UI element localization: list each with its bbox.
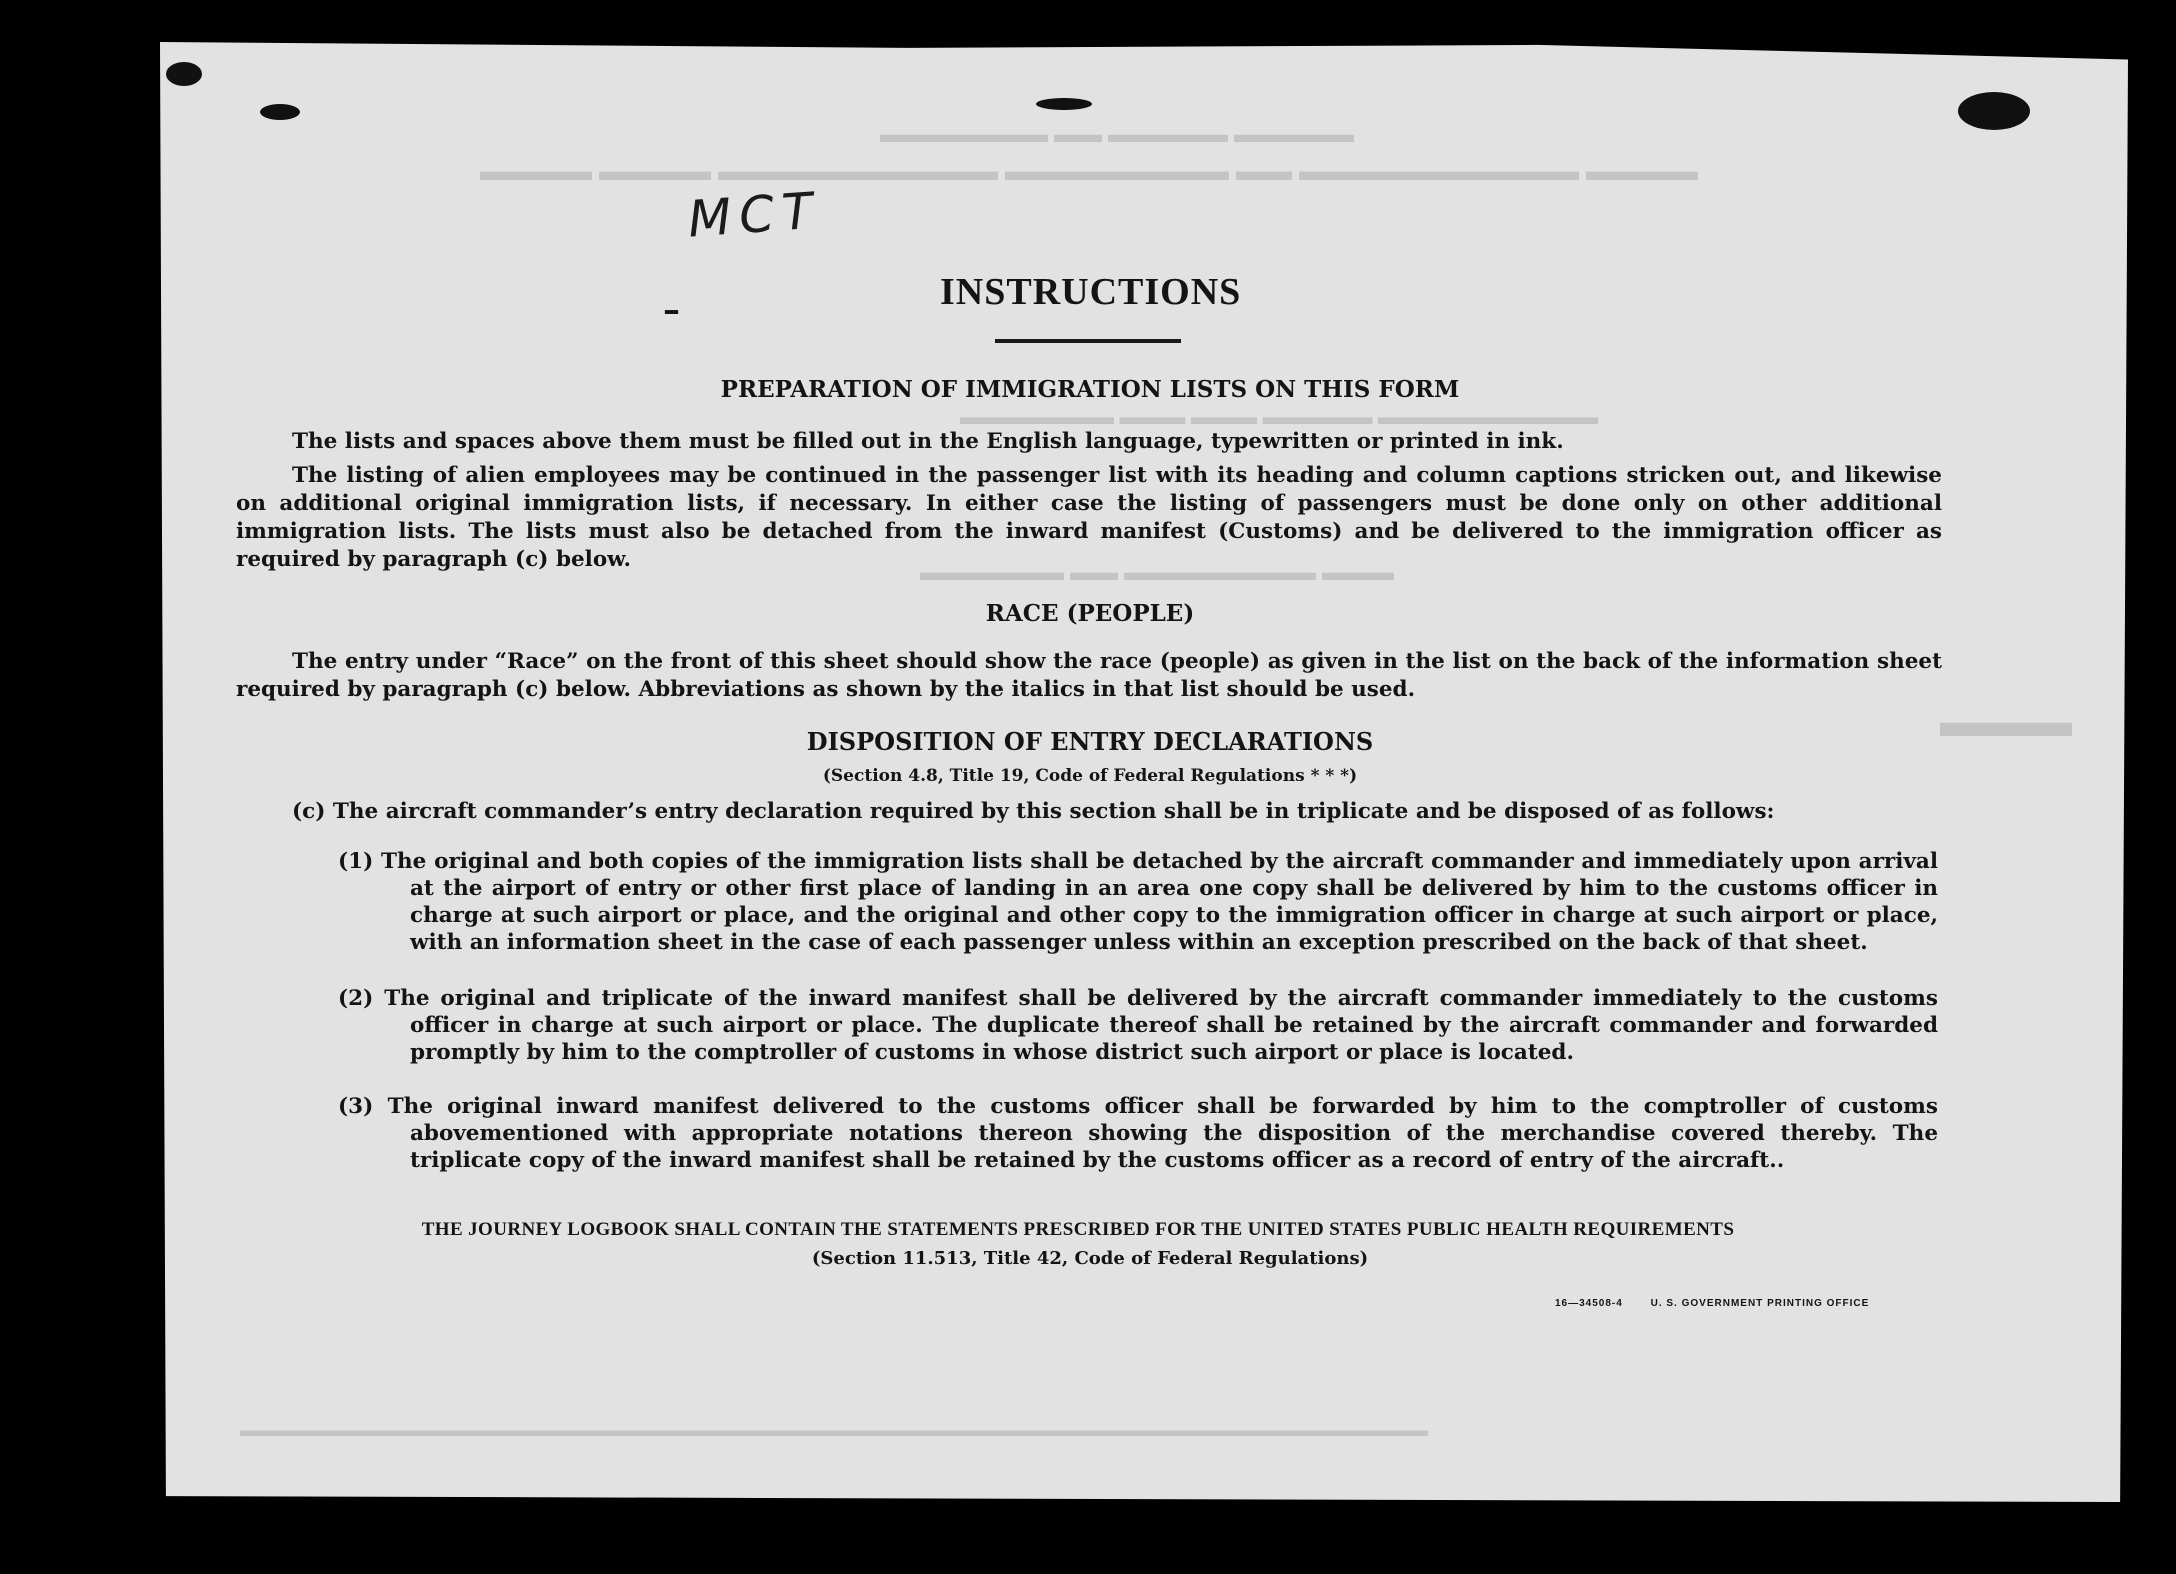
printer-imprint — [1555, 1298, 1893, 1309]
disposition-item-3: (3) The original inward manifest delivered to the customs officer shall be forwarded by him to the comptroller of customs abovementioned with appropriate notations thereon showing the disposition of the merchandise covered thereby. The triplicate copy of the inward manifest shall be retained by the customs officer as a record of entry of the aircraft.. — [338, 1094, 1938, 1173]
tear-spot — [1036, 98, 1092, 110]
bleed-through-decoration: ▬▬▬▬▬▬▬▬▬▬▬▬▬▬▬▬▬▬▬▬▬▬▬▬▬▬▬▬▬▬▬▬▬▬▬▬▬▬▬▬▬▬▬▬▬▬▬▬▬▬▬▬▬▬▬▬▬▬▬▬▬▬▬▬▬▬ — [240, 1420, 1428, 1440]
tear-spot — [260, 104, 300, 120]
printer-name: U. S. GOVERNMENT PRINTING OFFICE — [1650, 1298, 1870, 1309]
dash-mark: – — [663, 290, 680, 330]
disposition-item-2: (2) The original and triplicate of the inward manifest shall be delivered by the aircraft commander immediately to the customs officer in charge at such airport or place. The duplicate thereof shall be retained by the aircraft commander and forwarded promptly by him to the comptroller of customs in whose district such airport or place is located. — [338, 986, 1938, 1065]
tear-spot — [166, 62, 202, 86]
footer-statement: THE JOURNEY LOGBOOK SHALL CONTAIN THE STATEMENTS PRESCRIBED FOR THE UNITED STATES PUBLIC HEALTH REQUIREMENTS — [421, 1219, 1735, 1240]
disposition-item-1: (1) The original and both copies of the immigration lists shall be detached by the aircraft commander and immediately upon arrival at the airport of entry or other first place of landing in an area one copy shall be delivered by him to the customs officer in charge at such airport or place, and the original and other copy to the immigration officer in charge at such airport or place, with an information sheet in the case of each passenger unless within an exception prescribed on the back of that sheet. — [338, 849, 1938, 955]
page-title: INSTRUCTIONS — [940, 271, 1242, 313]
preparation-paragraph-1: The lists and spaces above them must be filled out in the English language, typewritten or printed in ink. — [292, 429, 1564, 454]
bleed-through-decoration: ▬▬▬▬ ▬▬▬▬▬▬▬▬▬▬ ▬▬ ▬▬▬▬▬▬▬▬ ▬▬▬▬▬▬▬▬▬▬ ▬▬▬▬ ▬▬▬▬ — [480, 156, 1698, 187]
bleed-through-decoration: ▬▬▬▬▬ ▬▬▬▬▬ ▬▬ ▬▬▬▬▬▬▬ — [880, 122, 1354, 148]
disposition-heading: DISPOSITION OF ENTRY DECLARATIONS — [806, 727, 1374, 756]
race-heading: RACE (PEOPLE) — [985, 600, 1195, 627]
handwritten-mark: MCT — [686, 181, 823, 249]
bleed-through-decoration: ▬▬▬▬▬▬▬▬▬▬ ▬▬▬▬▬ ▬▬▬ ▬▬▬ ▬▬▬▬▬▬▬ — [960, 404, 1598, 429]
disposition-lead: (c) The aircraft commander’s entry declaration required by this section shall be in triplicate and be disposed of as follows: — [292, 799, 1775, 824]
form-number: 16—34508-4 — [1555, 1298, 1623, 1309]
preparation-heading: PREPARATION OF IMMIGRATION LISTS ON THIS FORM — [720, 376, 1460, 403]
preparation-paragraph-2: The listing of alien employees may be continued in the passenger list with its heading and column captions stricken out, and likewise on additional original immigration lists, if necessary. In either case the listing of passengers must be done only on other additional immigration lists. The lists must also be detached from the inward manifest (Customs) and be delivered to the immigration officer as required by paragraph (c) below. — [236, 463, 1942, 572]
disposition-citation: (Section 4.8, Title 19, Code of Federal Regulations * * *) — [822, 766, 1358, 786]
footer-citation: (Section 11.513, Title 42, Code of Federal Regulations) — [811, 1248, 1369, 1269]
tear-spot — [1958, 92, 2030, 130]
bleed-through-decoration: ▬▬▬ ▬▬▬▬▬▬▬▬ ▬▬ ▬▬▬▬▬▬ — [920, 560, 1394, 586]
title-underline — [995, 339, 1181, 343]
bleed-through-decoration: ▬▬▬ — [1940, 697, 2072, 746]
race-paragraph: The entry under “Race” on the front of this sheet should show the race (people) as given in the list on the back of the information sheet required by paragraph (c) below. Abbreviations as shown by the italics in that list should be used. — [236, 649, 1942, 702]
